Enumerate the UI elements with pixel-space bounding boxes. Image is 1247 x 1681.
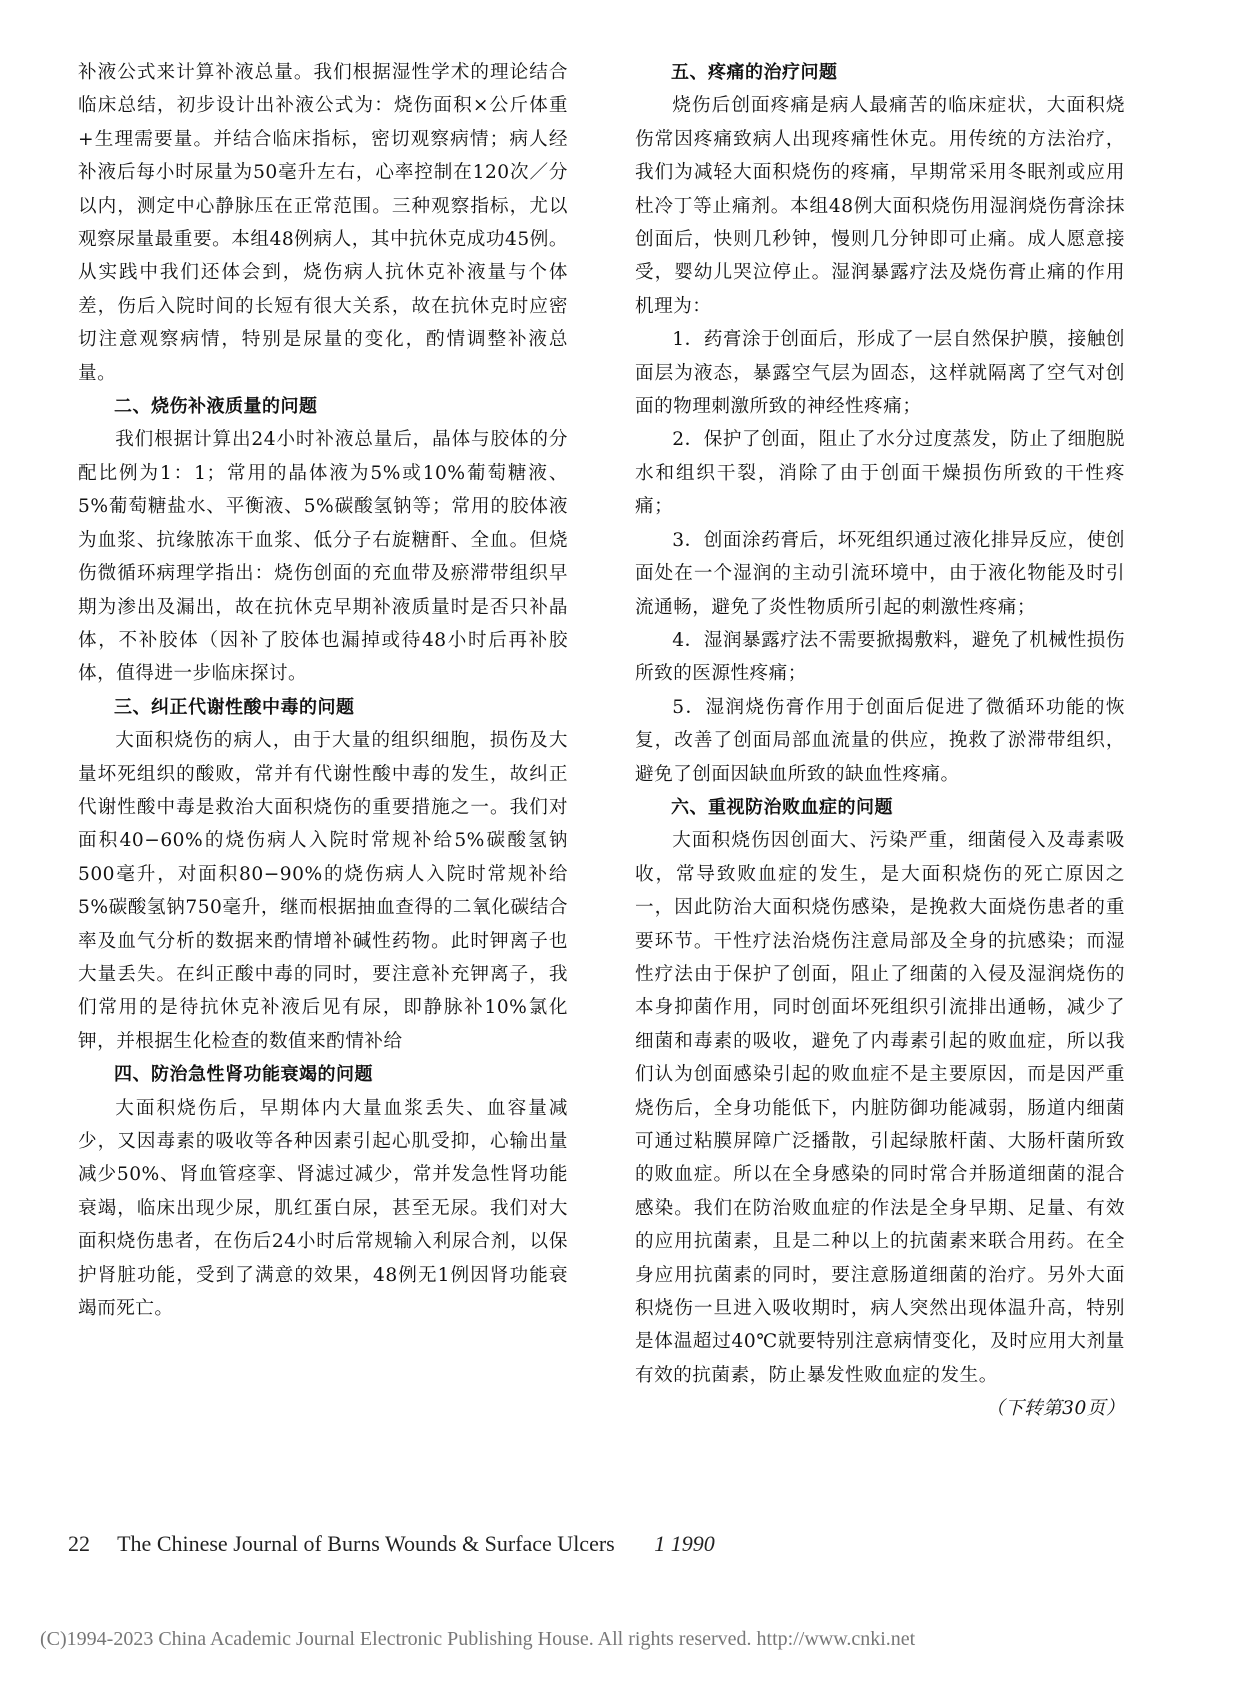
paragraph: 我们根据计算出24小时补液总量后，晶体与胶体的分配比例为1：1；常用的晶体液为5%或10%葡萄糖液、5%葡萄糖盐水、平衡液、5%碳酸氢钠等；常用的胶体液为血浆、抗缘脓冻干血浆、低分子右旋糖酐、全血。但烧伤微循环病理学指出：烧伤创面的充血带及瘀滞带组织早期为渗出及漏出，故在抗休克早期补液质量时是否只补晶体，不补胶体（因补了胶体也漏掉或待48小时后再补胶体，值得进一步临床探讨。 xyxy=(78,429,568,685)
right-column xyxy=(635,56,1125,1426)
section-heading: 五、疼痛的治疗问题 xyxy=(671,62,838,83)
journal-title: The Chinese Journal of Burns Wounds & Surface Ulcers xyxy=(117,1531,615,1556)
section-heading: 四、防治急性肾功能衰竭的问题 xyxy=(114,1064,373,1086)
paragraph: 补液公式来计算补液总量。我们根据湿性学术的理论结合临床总结，初步设计出补液公式为：烧伤面积×公斤体重+生理需要量。并结合临床指标，密切观察病情；病人经补液后每小时尿量为50毫升左右，心率控制在120次／分以内，测定中心静脉压在正常范围。三种观察指标，尤以观察尿量最重要。本组48例病人，其中抗休克成功45例。从实践中我们还体会到，烧伤病人抗休克补液量与个体差，伤后入院时间的长短有很大关系，故在抗休克时应密切注意观察病情，特别是尿量的变化，酌情调整补液总量。 xyxy=(78,62,568,384)
list-item: 1．药膏涂于创面后，形成了一层自然保护膜，接触创面层为液态，暴露空气层为固态，这样就隔离了空气对创面的物理刺激所致的神经性疼痛； xyxy=(635,329,1125,418)
continuation-note: （下转第30页） xyxy=(985,1398,1125,1420)
page-footer xyxy=(68,1531,715,1557)
list-item: 4．湿润暴露疗法不需要掀揭敷料，避免了机械性损伤所致的医源性疼痛； xyxy=(635,629,1125,685)
section-heading: 六、重视防治败血症的问题 xyxy=(671,796,893,818)
left-column xyxy=(78,56,568,1325)
section-heading: 三、纠正代谢性酸中毒的问题 xyxy=(114,696,355,718)
paragraph: 烧伤后创面疼痛是病人最痛苦的临床症状，大面积烧伤常因疼痛致病人出现疼痛性休克。用传统的方法治疗，我们为减轻大面积烧伤的疼痛，早期常采用冬眠剂或应用杜冷丁等止痛剂。本组48例大面积烧伤用湿润烧伤膏涂抹创面后，快则几秒钟，慢则几分钟即可止痛。成人愿意接受，婴幼儿哭泣停止。湿润暴露疗法及烧伤膏止痛的作用机理为： xyxy=(635,95,1125,317)
list-item: 2．保护了创面，阻止了水分过度蒸发，防止了细胞脱水和组织干裂，消除了由于创面干燥损伤所致的干性疼痛； xyxy=(635,429,1125,518)
paragraph: 大面积烧伤因创面大、污染严重，细菌侵入及毒素吸收，常导致败血症的发生，是大面积烧伤的死亡原因之一，因此防治大面积烧伤感染，是挽救大面烧伤患者的重要环节。干性疗法治烧伤注意局部及全身的抗感染；而湿性疗法由于保护了创面，阻止了细菌的入侵及湿润烧伤的本身抑菌作用，同时创面坏死组织引流排出通畅，减少了细菌和毒素的吸收，避免了内毒素引起的败血症，所以我们认为创面感染引起的败血症不是主要原因，而是因严重烧伤后，全身功能低下，内脏防御功能减弱，肠道内细菌可通过粘膜屏障广泛播散，引起绿脓杆菌、大肠杆菌所致的败血症。所以在全身感染的同时常合并肠道细菌的混合感染。我们在防治败血症的作法是全身早期、足量、有效的应用抗菌素，且是二种以上的抗菌素来联合用药。在全身应用抗菌素的同时，要注意肠道细菌的治疗。另外大面积烧伤一旦进入吸收期时，病人突然出现体温升高，特别是体温超过40℃就要特别注意病情变化，及时应用大剂量有效的抗菌素，防止暴发性败血症的发生。 xyxy=(635,830,1125,1386)
issue-label: 1 1990 xyxy=(654,1531,715,1556)
page-number: 22 xyxy=(68,1531,90,1556)
section-heading: 二、烧伤补液质量的问题 xyxy=(114,396,318,418)
copyright-notice: (C)1994-2023 China Academic Journal Electronic Publishing House. All rights reserved. http://www.cnki.net xyxy=(40,1628,916,1650)
list-item: 5．湿润烧伤膏作用于创面后促进了微循环功能的恢复，改善了创面局部血流量的供应，挽救了淤滞带组织，避免了创面因缺血所致的缺血性疼痛。 xyxy=(635,696,1125,785)
paragraph: 大面积烧伤后，早期体内大量血浆丢失、血容量减少，又因毒素的吸收等各种因素引起心肌受抑，心输出量减少50%、肾血管痉挛、肾滤过减少，常并发急性肾功能衰竭，临床出现少尿，肌红蛋白尿，甚至无尿。我们对大面积烧伤患者，在伤后24小时后常规输入利尿合剂，以保护肾脏功能，受到了满意的效果，48例无1例因肾功能衰竭而死亡。 xyxy=(78,1097,568,1320)
paragraph: 大面积烧伤的病人，由于大量的组织细胞，损伤及大量坏死组织的酸败，常并有代谢性酸中毒的发生，故纠正代谢性酸中毒是救治大面积烧伤的重要措施之一。我们对面积40−60%的烧伤病人入院时常规补给5%碳酸氢钠500毫升，对面积80−90%的烧伤病人入院时常规补给5%碳酸氢钠750毫升，继而根据抽血查得的二氧化碳结合率及血气分析的数据来酌情增补碱性药物。此时钾离子也大量丢失。在纠正酸中毒的同时，要注意补充钾离子，我们常用的是待抗休克补液后见有尿，即静脉补10%氯化钾，并根据生化检查的数值来酌情补给 xyxy=(78,730,568,1052)
list-item: 3．创面涂药膏后，坏死组织通过液化排异反应，使创面处在一个湿润的主动引流环境中，由于液化物能及时引流通畅，避免了炎性物质所引起的刺激性疼痛； xyxy=(635,529,1125,618)
